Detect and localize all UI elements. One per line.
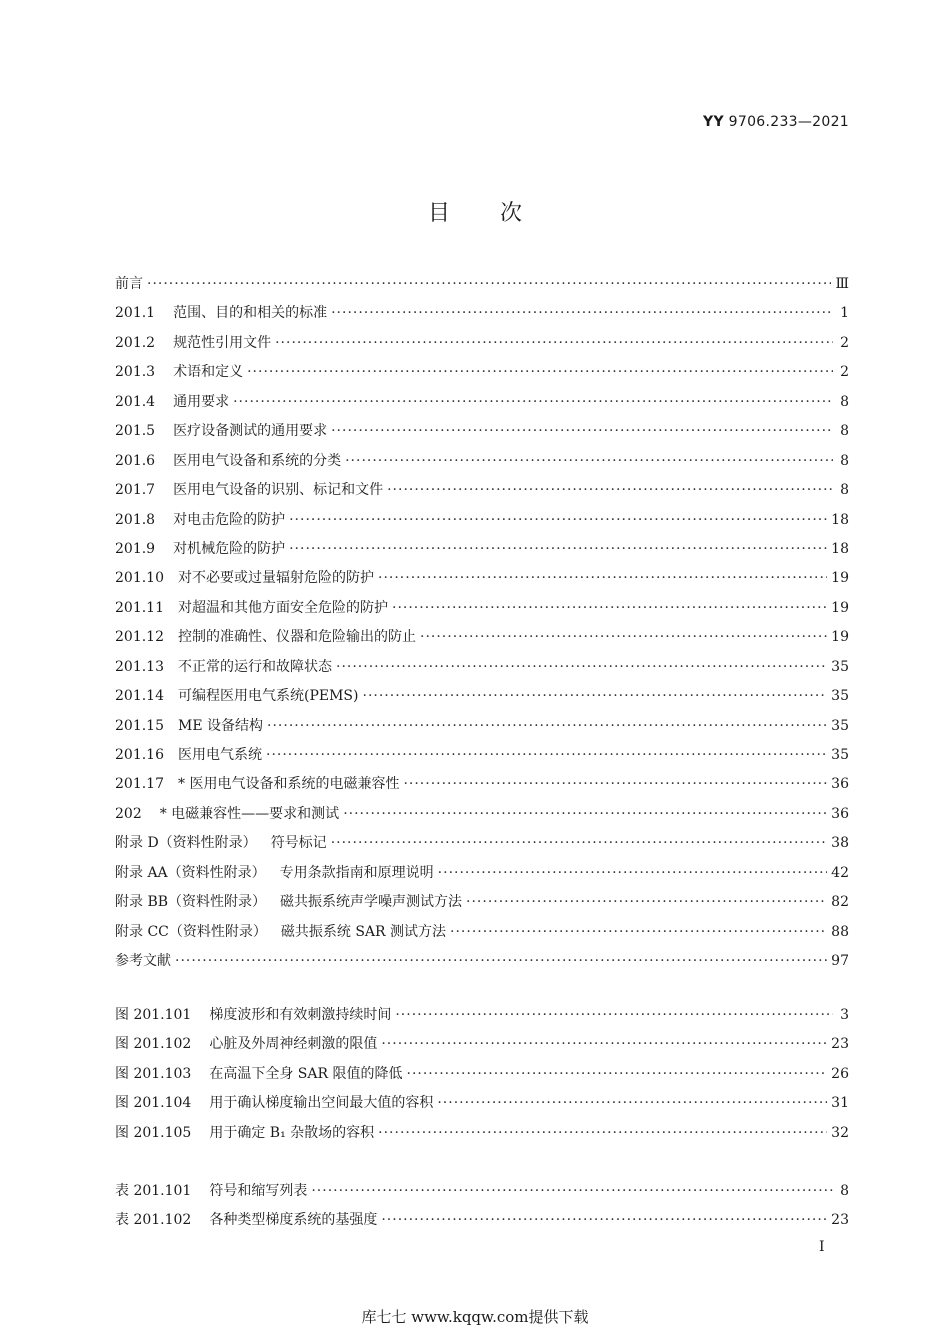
- entry-title: 医用电气设备的识别、标记和文件: [173, 482, 384, 499]
- toc-entry[interactable]: [115, 358, 849, 387]
- entry-title: 对不必要或过量辐射危险的防护: [178, 570, 374, 587]
- dot-leader: [267, 712, 827, 741]
- page-number: I: [819, 1239, 825, 1255]
- entry-title: 在高温下全身 SAR 限值的降低: [209, 1065, 403, 1082]
- entry-number: 201.8: [115, 511, 156, 528]
- entry-title: 各种类型梯度系统的基强度: [209, 1212, 378, 1229]
- entry-page: 36: [831, 776, 849, 793]
- dot-leader: [407, 1060, 828, 1089]
- toc-entry[interactable]: [115, 682, 849, 711]
- entry-title: 用于确定 B₁ 杂散场的容积: [209, 1124, 375, 1141]
- dot-leader: [233, 388, 833, 417]
- entry-page: 19: [831, 599, 849, 616]
- dot-leader: [175, 947, 827, 976]
- entry-title: 医疗设备测试的通用要求: [173, 423, 328, 440]
- entry-number: 201.6: [115, 452, 156, 469]
- toc-entry[interactable]: [115, 388, 849, 417]
- page-title: [0, 196, 950, 227]
- entry-page: 8: [840, 482, 849, 499]
- dot-leader: [437, 1089, 827, 1118]
- figure-list: [115, 1001, 849, 1148]
- toc-entry[interactable]: [115, 329, 849, 358]
- entry-page: 1: [840, 305, 849, 322]
- entry-page: 8: [840, 1183, 849, 1199]
- entry-title: 术语和定义: [173, 364, 244, 381]
- entry-title: 不正常的运行和故障状态: [178, 658, 332, 675]
- toc-entry[interactable]: [115, 535, 849, 564]
- figure-entry[interactable]: [115, 1089, 849, 1118]
- entry-title: 医用电气设备和系统的分类: [173, 452, 342, 469]
- toc-entry[interactable]: [115, 564, 849, 593]
- entry-title: 对机械危险的防护: [173, 540, 286, 557]
- entry-title: 对电击危险的防护: [173, 511, 286, 528]
- entry-title: 磁共振系统声学噪声测试方法: [280, 894, 463, 911]
- entry-page: 8: [840, 393, 849, 410]
- entry-number: 图 201.101: [115, 1007, 192, 1023]
- entry-number: 图 201.103: [115, 1065, 192, 1082]
- entry-page: 8: [840, 423, 849, 440]
- entry-number: 201.15: [115, 717, 164, 734]
- entry-title: 规范性引用文件: [173, 334, 272, 351]
- toc-entry[interactable]: [115, 770, 849, 799]
- entry-page: 35: [831, 717, 849, 734]
- toc-entry[interactable]: [115, 447, 849, 476]
- dot-leader: [420, 623, 827, 652]
- toc-entry[interactable]: [115, 476, 849, 505]
- entry-number: 图 201.104: [115, 1095, 192, 1112]
- dot-leader: [363, 682, 828, 711]
- entry-title: 专用条款指南和原理说明: [279, 864, 434, 881]
- entry-number: 表 201.102: [115, 1212, 192, 1229]
- entry-number: 201.17: [115, 776, 164, 793]
- toc-entry[interactable]: [115, 829, 849, 858]
- dot-leader: [147, 270, 831, 299]
- dot-leader: [343, 800, 827, 829]
- entry-number: 201.11: [115, 599, 164, 616]
- figure-entry[interactable]: [115, 1119, 849, 1148]
- dot-leader: [392, 594, 827, 623]
- entry-title: 对超温和其他方面安全危险的防护: [178, 599, 388, 616]
- toc-entry[interactable]: [115, 270, 849, 299]
- table-entry[interactable]: [115, 1206, 849, 1235]
- toc-entry[interactable]: [115, 712, 849, 741]
- standard-prefix: YY: [703, 114, 724, 130]
- entry-title: 范围、目的和相关的标准: [173, 305, 328, 322]
- entry-number: 201.7: [115, 482, 156, 499]
- download-footer: 库七七 www.kqqw.com提供下载: [361, 1308, 589, 1326]
- entry-page: 3: [840, 1007, 849, 1023]
- dot-leader: [395, 1001, 833, 1030]
- dot-leader: [275, 329, 833, 358]
- toc-list: [115, 270, 849, 977]
- entry-title: 心脏及外周神经刺激的限值: [209, 1036, 378, 1053]
- entry-title: 磁共振系统 SAR 测试方法: [280, 923, 447, 940]
- entry-number: 附录 CC（资料性附录）: [115, 923, 267, 940]
- dot-leader: [378, 1119, 827, 1148]
- entry-page: 35: [831, 747, 849, 763]
- dot-leader: [378, 564, 827, 593]
- entry-title: 梯度波形和有效刺激持续时间: [209, 1007, 392, 1023]
- entry-number: 参考文献: [115, 953, 171, 970]
- entry-number: 201.2: [115, 334, 156, 351]
- entry-number: 表 201.101: [115, 1183, 192, 1199]
- entry-number: 附录 AA（资料性附录）: [115, 864, 266, 881]
- entry-page: 26: [831, 1065, 849, 1082]
- entry-number: 图 201.105: [115, 1124, 192, 1141]
- entry-number: 201.14: [115, 688, 164, 705]
- dot-leader: [266, 741, 827, 770]
- entry-page: 2: [840, 334, 849, 351]
- title-char-2: 次: [500, 201, 523, 226]
- dot-leader: [331, 829, 827, 858]
- entry-page: 32: [831, 1124, 849, 1141]
- toc-entry[interactable]: [115, 800, 849, 829]
- entry-page: 23: [831, 1036, 849, 1053]
- entry-page: 82: [831, 894, 849, 911]
- entry-title: * 电磁兼容性——要求和测试: [159, 805, 340, 822]
- dot-leader: [466, 888, 827, 917]
- entry-page: 35: [831, 688, 849, 705]
- toc-entry[interactable]: [115, 859, 849, 888]
- entry-number: 201.13: [115, 658, 164, 675]
- entry-page: 42: [831, 864, 849, 881]
- dot-leader: [311, 1177, 833, 1206]
- entry-page: 19: [831, 629, 849, 646]
- toc-entry[interactable]: [115, 888, 849, 917]
- entry-number: 201.12: [115, 629, 164, 646]
- dot-leader: [438, 859, 828, 888]
- entry-page: 18: [831, 540, 849, 557]
- toc-entry[interactable]: [115, 653, 849, 682]
- dot-leader: [381, 1206, 827, 1235]
- toc-entry[interactable]: [115, 594, 849, 623]
- entry-number: 201.3: [115, 364, 156, 381]
- dot-leader: [331, 299, 833, 328]
- figure-entry[interactable]: [115, 1030, 849, 1059]
- entry-page: 8: [840, 452, 849, 469]
- entry-number: 前言: [115, 276, 143, 292]
- entry-title: ME 设备结构: [178, 717, 264, 734]
- standard-number: 9706.233—2021: [728, 114, 849, 130]
- dot-leader: [381, 1030, 827, 1059]
- dot-leader: [247, 358, 833, 387]
- toc-entry[interactable]: [115, 417, 849, 446]
- dot-leader: [336, 653, 827, 682]
- toc-entry[interactable]: [115, 299, 849, 328]
- entry-title: 医用电气系统: [178, 747, 262, 763]
- standard-code: [703, 114, 849, 130]
- dot-leader: [387, 476, 833, 505]
- entry-title: * 医用电气设备和系统的电磁兼容性: [178, 776, 400, 793]
- title-char-1: 目: [427, 201, 450, 226]
- entry-page: 23: [831, 1212, 849, 1229]
- entry-number: 201.10: [115, 570, 164, 587]
- dot-leader: [450, 918, 827, 947]
- entry-title: 符号标记: [270, 835, 327, 852]
- dot-leader: [331, 417, 833, 446]
- dot-leader: [403, 770, 827, 799]
- toc-entry[interactable]: [115, 947, 849, 976]
- entry-page: 19: [831, 570, 849, 587]
- dot-leader: [345, 447, 833, 476]
- entry-page: 38: [831, 835, 849, 852]
- toc-entry[interactable]: [115, 741, 849, 770]
- entry-number: 附录 BB（资料性附录）: [115, 894, 267, 911]
- entry-page: 88: [831, 923, 849, 940]
- toc-entry[interactable]: [115, 623, 849, 652]
- entry-number: 201.4: [115, 393, 156, 410]
- entry-title: 控制的准确性、仪器和危险输出的防止: [178, 629, 416, 646]
- toc-entry[interactable]: [115, 506, 849, 535]
- entry-page: 35: [831, 658, 849, 675]
- entry-number: 附录 D（资料性附录）: [115, 835, 257, 852]
- dot-leader: [289, 506, 827, 535]
- entry-title: 可编程医用电气系统(PEMS): [178, 688, 359, 705]
- entry-number: 图 201.102: [115, 1036, 192, 1053]
- entry-page: 97: [831, 953, 849, 970]
- entry-page: Ⅲ: [835, 276, 849, 292]
- entry-title: 通用要求: [173, 393, 230, 410]
- dot-leader: [289, 535, 827, 564]
- entry-number: 201.9: [115, 540, 156, 557]
- figure-entry[interactable]: [115, 1060, 849, 1089]
- entry-page: 36: [831, 805, 849, 822]
- entry-page: 18: [831, 511, 849, 528]
- entry-number: 201.5: [115, 423, 156, 440]
- entry-title: 符号和缩写列表: [209, 1183, 308, 1199]
- table-list: [115, 1177, 849, 1236]
- toc-entry[interactable]: [115, 918, 849, 947]
- entry-number: 201.1: [115, 305, 156, 322]
- entry-number: 201.16: [115, 747, 164, 763]
- figure-entry[interactable]: [115, 1001, 849, 1030]
- entry-title: 用于确认梯度输出空间最大值的容积: [209, 1095, 434, 1112]
- entry-page: 2: [840, 364, 849, 381]
- table-entry[interactable]: [115, 1177, 849, 1206]
- entry-page: 31: [831, 1095, 849, 1112]
- entry-number: 202: [115, 805, 142, 822]
